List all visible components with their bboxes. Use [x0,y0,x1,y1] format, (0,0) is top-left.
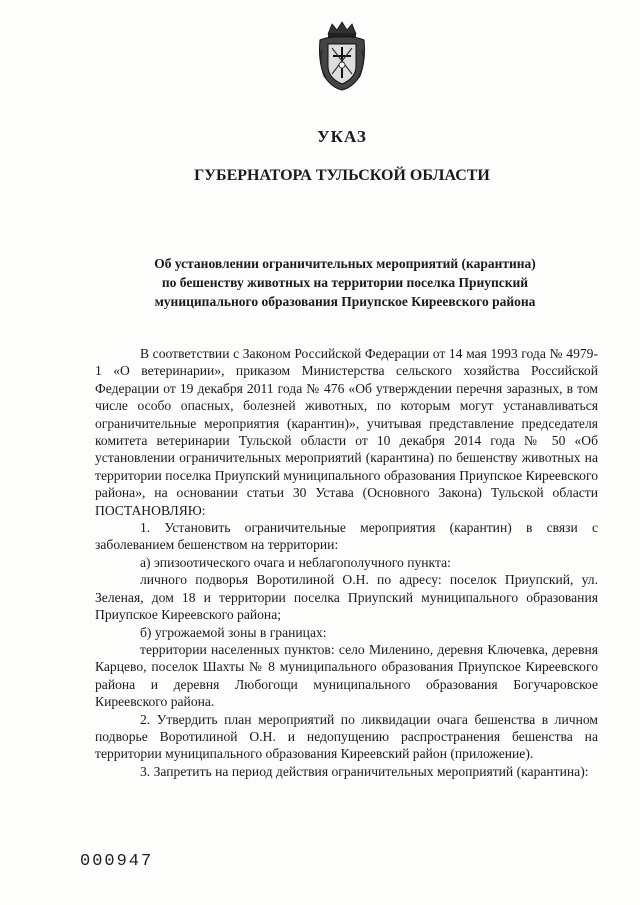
document-number: 000947 [80,852,154,871]
tula-coat-of-arms-icon [314,20,370,92]
document-body [95,345,598,780]
item-1a-heading: а) эпизоотического очага и неблагополучного пункта: [140,554,451,570]
item-3: 3. Запретить на период действия ограничительных мероприятий (карантина): [140,763,589,779]
document-issuer: ГУБЕРНАТОРА ТУЛЬСКОЙ ОБЛАСТИ [194,167,490,184]
document-subject [110,254,580,311]
item-1a-text: личного подворья Воротилиной О.Н. по адресу: поселок Приупский, ул. Зеленая, дом 18 и территории поселка Приупский муниципального образования Приупское Киреевского района; [95,572,598,623]
subject-line: Об установлении ограничительных мероприятий (карантина) [154,256,536,271]
subject-line: по бешенству животных на территории поселка Приупский [161,275,529,290]
subject-line: муниципального образования Приупское Киреевского района [154,294,536,309]
item-2: 2. Утвердить план мероприятий по ликвидации очага бешенства в личном подворье Воротилиной О.Н. и недопущению распространения бешенства на территории муниципального образования Киреевский район (приложение). [95,711,598,762]
item-1b-heading: б) угрожаемой зоны в границах: [140,624,327,640]
item-1: 1. Установить ограничительные мероприятия (карантин) в связи с заболеванием бешенством на территории: [95,520,598,553]
preamble-paragraph: В соответствии с Законом Российской Федерации от 14 мая 1993 года № 4979-1 «О ветеринарии», приказом Министерства сельского хозяйства Российской Федерации от 19 декабря 2011 года № 476 «Об утверждении перечня заразных, в том числе особо опасных, болезней животных, по которым могут устанавливаться ограничительные мероприятия (карантин)», учитывая представление председателя комитета ветеринарии Тульской области от 10 декабря 2014 года № 50 «Об установлении ограничительных мероприятий (карантина) по бешенству животных на территории поселка Приупский муниципального образования Приупское Киреевского района», на основании статьи 30 Устава (Основного Закона) Тульской области ПОСТАНОВЛЯЮ: [95,346,598,518]
document-title: УКАЗ [317,127,367,146]
item-1b-text: территории населенных пунктов: село Миленино, деревня Ключевка, деревня Карцево, поселок Шахты № 8 муниципального образования Приупское Киреевского района и деревня Любогощи муниципального образования Богучаровское Киреевского района. [95,641,598,710]
